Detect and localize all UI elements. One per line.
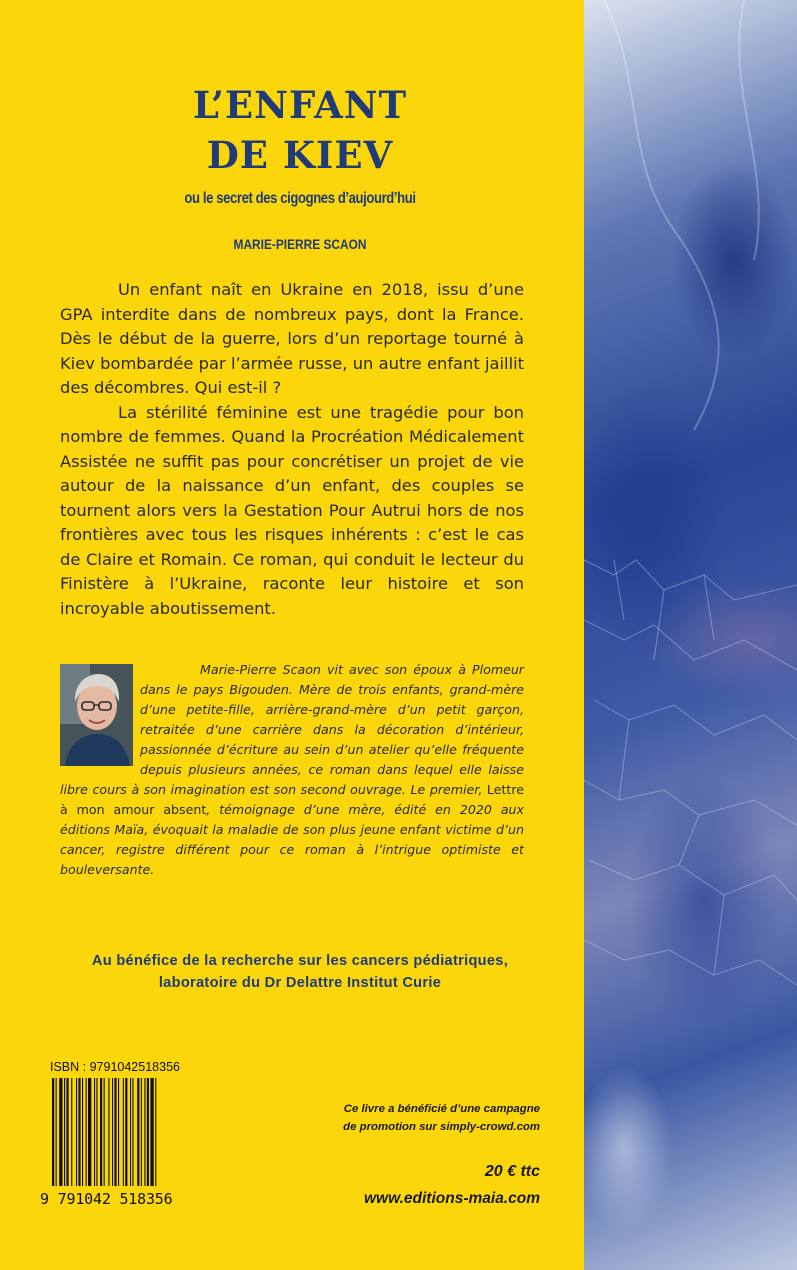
barcode-bar: [150, 1078, 153, 1186]
book-title-line2: DE KIEV: [206, 133, 394, 177]
barcode-bars: [50, 1078, 198, 1190]
barcode-bar: [56, 1078, 57, 1186]
barcode-bar: [76, 1078, 77, 1186]
cover-artwork: [584, 0, 797, 1270]
barcode-bar: [155, 1078, 156, 1186]
barcode-bar: [104, 1078, 105, 1186]
author-name: MARIE-PIERRE SCAON: [233, 236, 367, 252]
charity-notice: [20, 950, 580, 994]
barcode-bar: [86, 1078, 87, 1186]
charity-line1: Au bénéfice de la recherche sur les cancers pédiatriques,: [91, 953, 509, 969]
barcode-digits: 9 791042 518356: [40, 1190, 173, 1208]
price-label: 20 € ttc: [484, 1163, 540, 1180]
barcode-bar: [137, 1078, 139, 1186]
bio-text: Marie-Pierre Scaon vit avec son époux à Plomeur dans le pays Bigouden. Mère de trois enfants, grand-mère d’une petite-fille, arrière-grand-mère d’un petit garçon, retraitée d’une carrière dans la décoration d’intérieur, passionnée d’écriture au sein d’un atelier qu’elle fréquente depuis plusieurs années, ce roman dans lequel elle laisse libre cours à son imagination est son second ouvrage. Le premier,: [60, 662, 524, 797]
book-title-line1: L’ENFANT: [192, 83, 408, 127]
barcode-bar: [82, 1078, 83, 1186]
author-bio: [60, 660, 524, 880]
barcode-bar: [118, 1078, 119, 1186]
bio-book-title: Lettre à mon amour absent: [60, 782, 524, 817]
isbn-label: ISBN : 9791042518356: [50, 1060, 180, 1074]
barcode-bar: [123, 1078, 124, 1186]
barcode-bar: [88, 1078, 91, 1186]
barcode-bar: [141, 1078, 142, 1186]
barcode-bar: [59, 1078, 62, 1186]
barcode-bar: [130, 1078, 131, 1186]
blurb-paragraph: Un enfant naît en Ukraine en 2018, issu d’une GPA interdite dans de nombreux pays, dont la France. Dès le début de la guerre, lors d’un reportage tourné à Kiev bombardée par l’armée russe, un autre enfant jaillit des décombres. Qui est-il ?: [60, 280, 524, 397]
book-subtitle: ou le secret des cigognes d’aujourd’hui: [184, 190, 416, 207]
barcode-bar: [132, 1078, 133, 1186]
blurb-paragraph: La stérilité féminine est une tragédie pour bon nombre de femmes. Quand la Procréation Médicalement Assistée ne suffit pas pour concrétiser un projet de vie autour de la naissance d’un enfant, des couples se tournent alors vers la Gestation Pour Autrui hors de nos frontières avec tous les risques inhérents : c’est le cas de Claire et Romain. Ce roman, qui conduit le lecteur du Finistère à l’Ukraine, raconte leur histoire et son incroyable aboutissement.: [60, 402, 524, 618]
barcode-bar: [100, 1078, 102, 1186]
charity-line2: laboratoire du Dr Delattre Institut Curie: [158, 975, 442, 991]
barcode-bar: [108, 1078, 109, 1186]
bio-text: , témoignage d’une mère, édité en 2020 aux éditions Maïa, évoquait la maladie de son plus jeune enfant victime d’un cancer, registre différent pour ce roman à l’intrigue optimiste et bouleversante.: [60, 802, 524, 877]
barcode-bar: [71, 1078, 72, 1186]
cracked-texture-art: [584, 0, 797, 1270]
book-blurb: [60, 278, 524, 621]
promo-notice: [300, 1100, 540, 1136]
barcode-bar: [94, 1078, 95, 1186]
barcode-bar: [112, 1078, 113, 1186]
barcode-bar: [64, 1078, 65, 1186]
barcode-bar: [96, 1078, 97, 1186]
barcode-bar: [66, 1078, 68, 1186]
promo-line2: de promotion sur simply-crowd.com: [343, 1121, 540, 1133]
photo-spacer: [60, 660, 140, 766]
publisher-website: www.editions-maia.com: [364, 1190, 540, 1207]
barcode-bar: [78, 1078, 80, 1186]
barcode-bar: [114, 1078, 116, 1186]
promo-line1: Ce livre a bénéficié d’une campagne: [343, 1103, 540, 1115]
barcode-bar: [144, 1078, 145, 1186]
barcode-bar: [147, 1078, 149, 1186]
barcode: [50, 1078, 198, 1198]
barcode-bar: [125, 1078, 127, 1186]
barcode-bar: [52, 1078, 54, 1186]
